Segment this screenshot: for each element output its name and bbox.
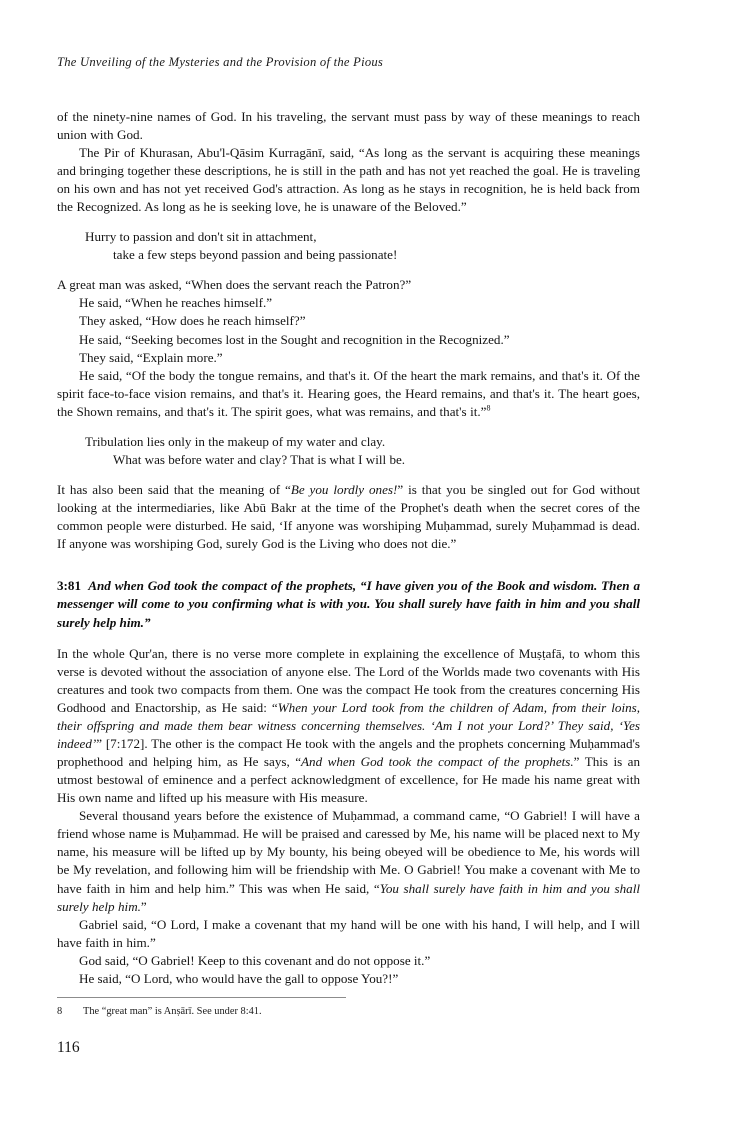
text-run: It has also been said that the meaning of “ [57,481,291,497]
quoted-scripture: And when God took the compact of the prophets. [301,754,574,770]
footnote-separator-rule [57,997,346,998]
poem-line: Tribulation lies only in the makeup of my water and clay. [85,433,386,449]
paragraph-gabriel-command [57,807,640,915]
dialogue-line: They asked, “How does he reach himself?” [79,313,306,329]
quoted-scripture: When your Lord took from the children of Adam, from their loins, their offspring and made them bear witness concerning themselves. ‘Am I not your Lord?’ They said, ‘Yes indeed’ [57,700,641,752]
spacer [57,553,640,564]
text-run: Several thousand years before the existence of Muḥammad, a command came, “O Gabriel! I will have a friend whose name is Muḥammad. He will be praised and caressed by Me, his name will be placed next to My name, his measure will be lifted up by My bounty, his being obeyed will be obedience to Me, his words will be My revelation, and following him will be friendship with Me. O Gabriel! You make a covenant with Me to have faith in him and help him.” This was when He said, “ [57,808,640,896]
footnote-area [57,997,640,1019]
text-run: ” is that you be singled out for God without looking at the intermediaries, like Abū Bakr at the time of the Prophet's death when the secret cores of the common people were disturbed. He said, ‘If anyone was worshiping Muḥammad, surely Muḥammad is dead. If anyone was worshiping God, surely God is the Living who does not die.” [57,481,640,551]
dialogue-line: He said, “Seeking becomes lost in the Sought and recognition in the Recognized.” [79,331,510,347]
page-number: 116 [57,1039,80,1056]
dialogue-line: He said, “O Lord, who would have the gall to oppose You?!” [79,970,399,986]
page-text-column [57,55,640,988]
footnote-text: The “great man” is Anṣārī. See under 8:41. [83,1006,262,1017]
poem-line: take a few steps beyond passion and being passionate! [113,247,398,263]
text-run: In the whole Qur'an, there is no verse more complete in explaining the excellence of Muṣṭafā, to whom this verse is devoted without the association of anyone else. The Lord of the Worlds made two covenants with His creatures and took two compacts from them. One was the compact He took from the creatures concerning His Godhood and Enactorship, as He said: “ [57,645,640,716]
poem-line: What was before water and clay? That is what I will be. [113,451,406,467]
running-head: The Unveiling of the Mysteries and the Provision of the Pious [57,55,384,69]
text-run: ” [7:172]. The other is the compact He took with the angels and the prophets concerning Muḥammad's prophethood and helping him, as He says, “ [57,736,640,770]
dialogue-line-long [57,367,640,421]
poem-line: Hurry to passion and don't sit in attachment, [85,229,317,245]
dialogue-text: He said, “Of the body the tongue remains, and that's it. Of the heart the mark remains, and that's it. Of the spirit face-to-face vision remains, and that's it. Hearing goes, the Heard remains, and that's it. The heart goes, the Shown remains, and that's it. The spirit goes, what was remains, and that's it.” [57,367,640,419]
quoted-scripture: Be you lordly ones! [290,481,398,497]
dialogue-gabriel-reply: Gabriel said, “O Lord, I make a covenant that my hand will be one with his hand, I will help, and I will have faith in him.” [57,916,640,950]
dialogue-line: They said, “Explain more.” [79,349,223,365]
dialogue-line: God said, “O Gabriel! Keep to this covenant and do not oppose it.” [79,952,431,968]
footnote-entry [57,1005,640,1019]
paragraph-two-covenants [57,645,640,807]
poem-block-2 [57,433,640,469]
paragraph-continuation: of the ninety-nine names of God. In his traveling, the servant must pass by way of these meanings to reach union with God. [57,109,640,143]
dialogue-question-patron: A great man was asked, “When does the servant reach the Patron?” [57,277,412,293]
quran-verse-3-81 [57,577,640,632]
quoted-scripture: You shall surely have faith in him and you shall surely help him. [57,880,640,914]
dialogue-line: He said, “When he reaches himself.” [79,295,273,311]
verse-body: And when God took the compact of the prophets, “I have given you of the Book and wisdom. Then a messenger will come to you confirming what is with you. You shall surely have faith in him and you shall surely help him.” [57,578,640,630]
text-run: ” This is an utmost bestowal of eminence and a perfect acknowledgment of excellence, for He made his name great with His own name and lifted up his measure with His measure. [57,754,640,806]
paragraph-be-you-lordly-ones [57,481,640,553]
footnote-number: 8 [57,1006,63,1017]
text-run: ” [140,898,147,914]
verse-reference: 3:81 [57,578,82,594]
paragraph-pir-of-khurasan: The Pir of Khurasan, Abu'l-Qāsim Kurragānī, said, “As long as the servant is acquiring these meanings and bringing together these descriptions, he is still in the path and has not yet reached the goal. He is traveling on his own and has not yet received God's attraction. As long as he stays in recognition, he is held back from the Recognized. As long as he is seeking love, he is unaware of the Beloved.” [57,145,640,215]
footnote-reference-8[interactable]: 8 [486,403,491,413]
poem-block-1 [57,228,640,264]
